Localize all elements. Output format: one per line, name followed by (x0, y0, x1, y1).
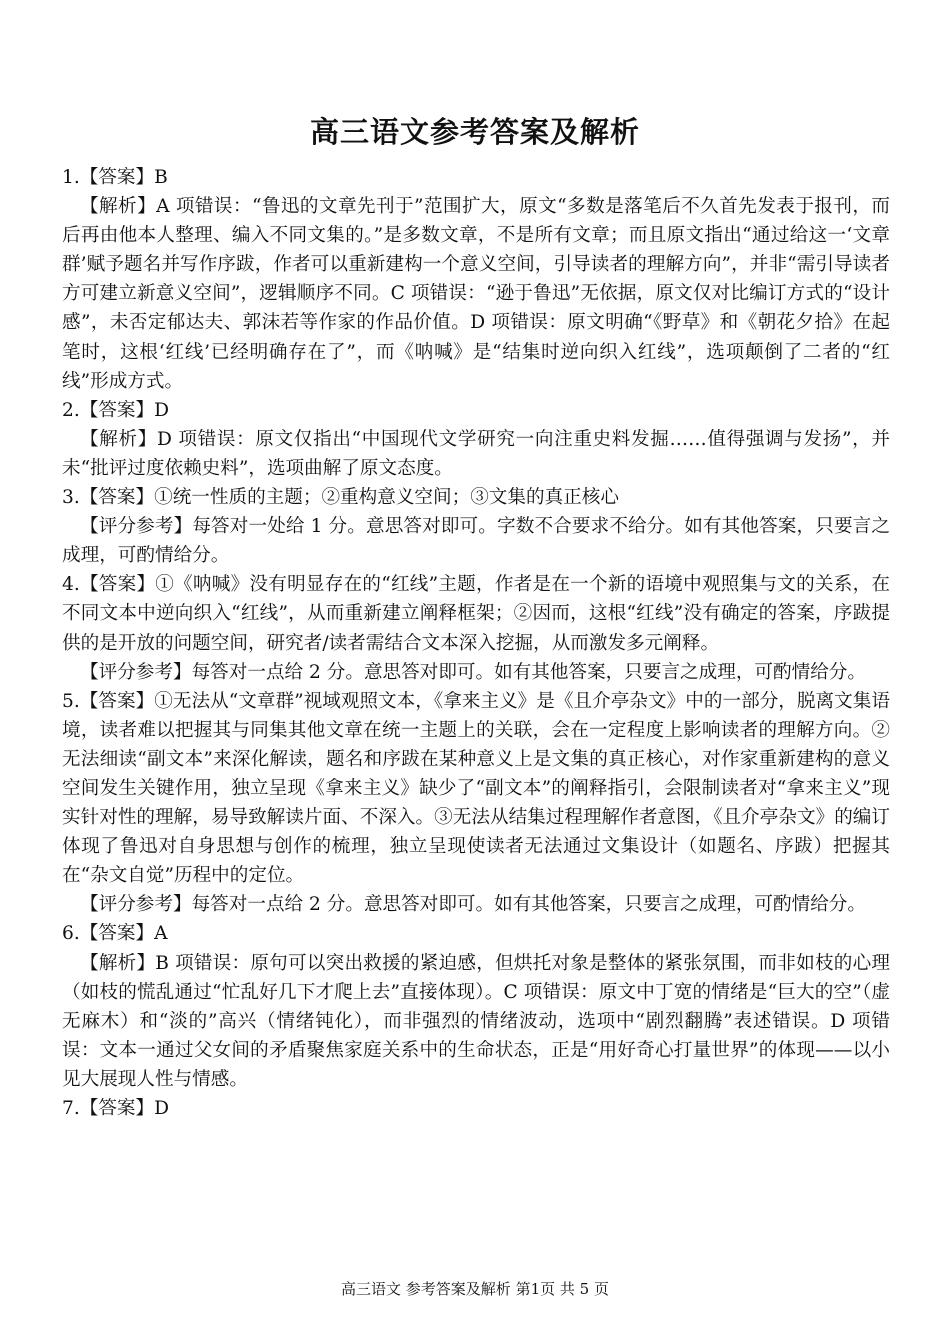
q6-analysis: 【解析】B 项错误：原句可以突出救援的紧迫感，但烘托对象是整体的紧张氛围，而非如枝的心理（如枝的慌乱通过“忙乱好几下才爬上去”直接体现）。C 项错误：原文中丁宽的情绪是“巨大的空”（虚无麻木）和“淡的”高兴（情绪钝化），而非强烈的情绪波动，选项中“剧烈翻腾”表述错误。D 项错误：文本一通过父女间的矛盾聚焦家庭关系中的生命状态，正是“用好奇心打量世界”的体现——以小见大展现人性与情感。 (62, 952, 890, 1090)
q2-answer: 2.【答案】D (62, 399, 170, 421)
q6-answer: 6.【答案】A (62, 923, 168, 945)
q2-analysis: 【解析】D 项错误：原文仅指出“中国现代文学研究一向注重史料发掘……值得强调与发扬”，并未“批评过度依赖史料”，选项曲解了原文态度。 (62, 428, 890, 479)
q3-answer: 3.【答案】①统一性质的主题；②重构意义空间；③文集的真正核心 (62, 487, 619, 509)
answer-content (62, 163, 890, 1123)
page-footer: 高三语文 参考答案及解析 第1页 共 5 页 (341, 1280, 609, 1298)
q1-analysis: 【解析】A 项错误：“鲁迅的文章先刊于”范围扩大，原文“多数是落笔后不久首先发表于报刊，而后再由他本人整理、编入不同文集的。”是多数文章，不是所有文章；而且原文指出“通过给这一‘文章群’赋予题名并写作序跋，作者可以重新建构一个意义空间，引导读者的理解方向”，并非“需引导读者方可建立新意义空间”，逻辑顺序不同。C 项错误：“逊于鲁迅”无依据，原文仅对比编订方式的“设计感”，未否定郁达夫、郭沫若等作家的作品价值。D 项错误：原文明确“《野草》和《朝花夕拾》在起笔时，这根‘红线’已经明确存在了”，而《呐喊》是“结集时逆向织入红线”，选项颠倒了二者的“红线”形成方式。 (62, 196, 890, 392)
q7-answer: 7.【答案】D (62, 1098, 170, 1119)
q4-scoring: 【评分参考】每答对一点给 2 分。意思答对即可。如有其他答案，只要言之成理，可酌情给分。 (80, 661, 866, 683)
q3-scoring: 【评分参考】每答对一处给 1 分。意思答对即可。字数不合要求不给分。如有其他答案，只要言之成理，可酌情给分。 (62, 516, 890, 567)
page-title: 高三语文参考答案及解析 (309, 115, 640, 149)
q5-answer: 5.【答案】①无法从“文章群”视域观照文本，《拿来主义》是《且介亭杂文》中的一部分，脱离文集语境，读者难以把握其与同集其他文章在统一主题上的关联，会在一定程度上影响读者的理解方向。②无法细读“副文本”来深化解读，题名和序跋在某种意义上是文集的真正核心，对作家重新建构的意义空间发生关键作用，独立呈现《拿来主义》缺少了“副文本”的阐释指引，会限制读者对“拿来主义”现实针对性的理解，易导致解读片面、不深入。③无法从结集过程理解作者意图，《且介亭杂文》的编订体现了鲁迅对自身思想与创作的梳理，独立呈现使读者无法通过文集设计（如题名、序跋）把握其在“杂文自觉”历程中的定位。 (62, 690, 890, 887)
q4-answer: 4.【答案】①《呐喊》没有明显存在的“红线”主题，作者是在一个新的语境中观照集与文的关系，在不同文本中逆向织入“红线”，从而重新建立阐释框架；②因而，这根“红线”没有确定的答案，序跋提供的是开放的问题空间，研究者/读者需结合文本深入挖掘，从而激发多元阐释。 (62, 574, 890, 654)
q1-answer: 1.【答案】B (62, 167, 168, 188)
q5-scoring: 【评分参考】每答对一点给 2 分。意思答对即可。如有其他答案，只要言之成理，可酌情给分。 (80, 894, 866, 916)
